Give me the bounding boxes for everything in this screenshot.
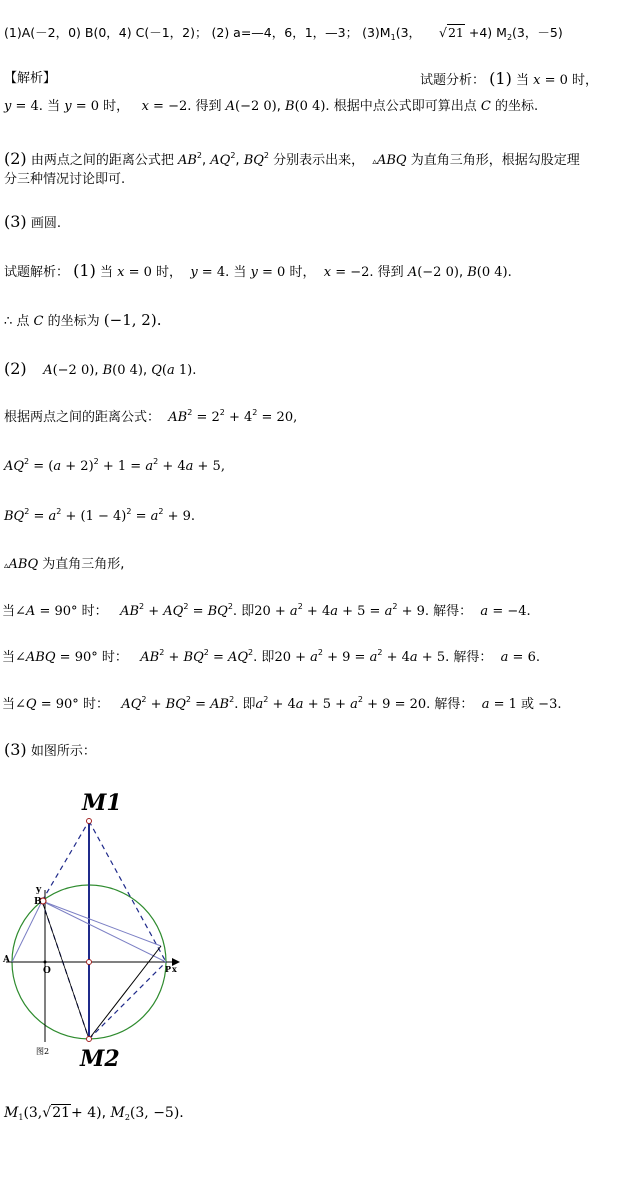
label-m1: M1	[82, 790, 122, 816]
part-2-marker: (2)	[4, 149, 27, 168]
analysis-text: 时，	[103, 99, 130, 114]
solution-text: 即	[261, 650, 275, 665]
jiexi-label: 【解析】	[4, 71, 57, 86]
solution-part-3	[4, 741, 96, 761]
m1-label: M	[4, 1105, 19, 1121]
solution-text: 当	[99, 265, 113, 280]
analysis-text: 分别表示出来，	[273, 153, 365, 168]
figure-caption: 图2	[36, 1047, 50, 1056]
solution-text: 当	[233, 265, 247, 280]
case-a-line: 当∠A = 90° 时： $AB^2 + AQ^2 = BQ^2$. 即$20 + a^2 + 4a + 5 = a^2 + 9$. 解得： a = −4.	[2, 602, 531, 619]
part-3-marker: (3)	[4, 740, 27, 759]
solution-text: 时，	[289, 265, 316, 280]
answer-part-3b: (3，	[395, 25, 422, 40]
m1-value-b: + 4)	[71, 1105, 102, 1121]
solution-text: 或	[521, 697, 535, 712]
m2-label: M	[110, 1105, 125, 1121]
solution-text: 为直角三角形,	[42, 557, 125, 572]
solution-text: 当	[2, 697, 16, 712]
point-m2	[87, 1037, 92, 1042]
analysis-text: 得到	[195, 99, 222, 114]
part-1-marker: (1)	[489, 69, 512, 88]
label-p: P	[165, 964, 172, 974]
solution-text: 时：	[101, 650, 128, 665]
point-center	[87, 960, 92, 965]
dashed-m2-p	[89, 962, 166, 1039]
analysis-text: 为直角三角形，根据勾股定理	[410, 153, 580, 168]
solution-text: 即	[242, 697, 256, 712]
part-2-marker: (2)	[4, 359, 27, 378]
distance-formula-line: 根据两点之间的距离公式： $AB^2 = 2^2 + 4^2 = 20$,	[4, 408, 298, 425]
label-x: x	[172, 964, 177, 974]
part-1-marker: (1)	[73, 261, 96, 280]
analysis-text: 由两点之间的距离公式把	[30, 153, 174, 168]
solution-text: 当	[2, 650, 16, 665]
solution-label: 试题解析：	[4, 265, 70, 280]
label-b: B	[34, 897, 42, 907]
final-answer-line: $M_1(3,√21+ 4)$, $M_2(3$, −5).	[4, 1105, 184, 1122]
solution-line-1: 试题解析： (1) 当 x = 0 时， y = 4. 当 y = 0 时， x = −2. 得到 A(−2 0), B(0 4).	[4, 261, 512, 280]
solution-text: 解得：	[434, 697, 474, 712]
analysis-text: 根据中点公式即可算出点	[333, 99, 477, 114]
point-o	[44, 961, 47, 964]
analysis-label: 试题分析：	[420, 73, 486, 88]
analysis-part-2b: 分三种情况讨论即可.	[4, 172, 126, 187]
solution-text: ∴ 点	[4, 314, 30, 329]
solution-text: 根据两点之间的距离公式：	[4, 410, 161, 425]
solution-part-2: (2) A(−2 0), B(0 4), Q(a 1).	[4, 359, 197, 378]
solution-text: 时：	[82, 697, 109, 712]
solution-text: 时：	[81, 604, 108, 619]
label-a: A	[3, 955, 10, 965]
m1-subscript: 1	[18, 1113, 24, 1122]
answer-part-3d: (3，－5)	[512, 25, 563, 40]
analysis-text: 当	[515, 73, 529, 88]
bq-squared-line: $BQ^2 = a^2 + (1 - 4)^2 = a^2 + 9$.	[4, 507, 196, 524]
analysis-line-1: 试题分析： (1) 当 x = 0 时，	[420, 69, 599, 88]
label-m2: M2	[80, 1046, 120, 1072]
answer-part-3c: +4) M	[468, 25, 507, 40]
solution-text: 得到	[377, 265, 404, 280]
m2-subscript: 2	[124, 1113, 130, 1122]
solution-text: 的坐标为	[47, 314, 100, 329]
sqrt-21: √21	[439, 25, 464, 40]
line-q-m2	[89, 946, 161, 1039]
solution-text: 解得：	[453, 650, 493, 665]
right-triangle-line: ▵ABQ 为直角三角形,	[4, 557, 125, 572]
answer-line	[4, 24, 563, 42]
analysis-part-2: (2) 由两点之间的距离公式把 $AB^2$, $AQ^2$, $BQ^2$ 分别表示出来， ▵ABQ 为直角三角形，根据勾股定理	[4, 149, 580, 168]
answer-part-1: (1)A(－2，0) B(0，4) C(－1，2)；	[4, 25, 208, 40]
line-a-b	[12, 901, 42, 962]
line-b-p	[42, 901, 166, 962]
dashed-m1-p	[89, 821, 166, 962]
analysis-part-3	[4, 213, 61, 233]
answer-m1-sub: 1	[390, 33, 396, 42]
label-y: y	[36, 885, 42, 895]
solution-text: 解得：	[433, 604, 473, 619]
answer-part-3: (3)M	[362, 25, 391, 40]
solution-text: 即	[241, 604, 255, 619]
m2-value: (3, −5).	[129, 1105, 184, 1121]
m1-value: (3,	[23, 1105, 43, 1121]
solution-text: 如图所示：	[30, 744, 96, 759]
case-q-line: 当∠Q = 90° 时： $AQ^2 + BQ^2 = AB^2$. 即$a^2 + 4a + 5 + a^2 + 9 = 20$. 解得： a = 1 或 −3.	[2, 695, 562, 712]
m1-sqrt: 21	[52, 1105, 71, 1121]
geometry-figure	[0, 780, 200, 1080]
label-o: O	[43, 966, 51, 976]
analysis-text: 的坐标.	[494, 99, 539, 114]
solution-text: 当	[2, 604, 16, 619]
part-3-marker: (3)	[4, 212, 27, 231]
point-c-line: ∴ 点 C 的坐标为 (−1, 2).	[4, 311, 162, 329]
case-abq-line: 当∠ABQ = 90° 时： $AB^2 + BQ^2 = AQ^2$. 即$20 + a^2 + 9 = a^2 + 4a + 5$. 解得： a = 6.	[2, 648, 540, 665]
solution-text: 时，	[156, 265, 183, 280]
answer-part-2: (2) a=—4，6，1，—3；	[211, 25, 359, 40]
analysis-text: 当	[47, 99, 61, 114]
analysis-text: 时，	[572, 73, 599, 88]
point-m1	[87, 819, 92, 824]
analysis-line-2: y = 4. 当 y = 0 时， x = −2. 得到 A(−2 0), B(0 4). 根据中点公式即可算出点 C 的坐标.	[4, 99, 539, 114]
answer-m2-sub: 2	[506, 33, 513, 42]
aq-squared-line: $AQ^2 = (a + 2)^2 + 1 = a^2 + 4a + 5$,	[4, 457, 225, 474]
analysis-text: 画圆.	[30, 216, 61, 231]
